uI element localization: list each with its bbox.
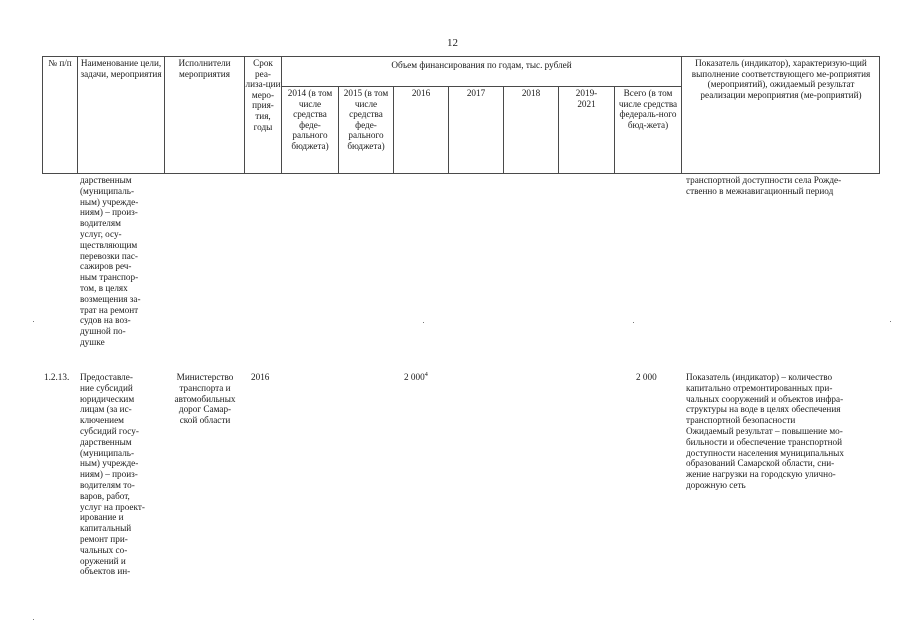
footnote-mark: 4 [424, 370, 428, 378]
text-line: доступности населения муниципальных [686, 447, 844, 458]
text-line: сажиров реч- [80, 261, 132, 272]
text-line: ществляющим [80, 239, 138, 250]
text-line: ниям) – произ- [80, 469, 138, 480]
text-line: жение нагрузки на городскую улично- [686, 469, 836, 480]
text-line: Ожидаемый результат – повышение мо- [686, 425, 843, 436]
divider [393, 86, 394, 174]
text-line: варов, работ, [80, 490, 130, 501]
text-line: юридическим [80, 393, 135, 404]
header-year-2015: 2015 (в том числе средства феде-рального бюджета) [343, 88, 389, 151]
text-line: душной по- [80, 326, 126, 337]
text-line: возмещения за- [80, 293, 141, 304]
text-line: Показатель (индикатор) – количество [686, 372, 833, 382]
text-line: Предоставле- [80, 372, 133, 382]
header-term: Срок реа-лиза-ции меро-прия-тия, годы [245, 58, 281, 132]
text-line: водителям [80, 218, 121, 229]
header-name: Наименование цели, задачи, мероприятия [80, 58, 162, 79]
text-line: Министерство [176, 372, 234, 382]
text-line: образований Самарской области, сни- [686, 458, 835, 469]
scan-speck [890, 321, 891, 322]
text-line: ным) учрежде- [80, 458, 139, 469]
text-line: транспорта и [179, 382, 231, 393]
text-line: транспортной доступности села Рожде- [686, 175, 842, 185]
row-name [80, 372, 156, 577]
text-line: (муниципаль- [80, 447, 135, 458]
text-line: том, в целях [80, 282, 128, 293]
header-executor: Исполнители мероприятия [178, 58, 231, 79]
text-line: судов на воз- [80, 315, 131, 326]
text-line: услуг на проект- [80, 501, 145, 512]
header-funding: Объем финансирования по годам, тыс. рублей [391, 60, 572, 70]
scan-speck [33, 321, 34, 322]
divider [448, 86, 449, 174]
text-line: услуг, осу- [80, 228, 122, 239]
scan-speck [633, 322, 634, 323]
continuation-name [80, 175, 156, 348]
text-line: объектов ин- [80, 566, 131, 577]
header-year-2017: 2017 [466, 88, 486, 98]
text-line: ирование и [80, 512, 124, 523]
text-line: ние субсидий [80, 382, 133, 393]
text-line: трат на ремонт [80, 304, 139, 315]
continuation-indicator [686, 175, 876, 197]
divider [281, 86, 681, 87]
amount-value: 2 000 [404, 372, 425, 382]
header-year-2016: 2016 [411, 88, 431, 98]
text-line: чальных сооружений и объектов инфра- [686, 393, 844, 404]
text-line: структуры на воде в целях обеспечения [686, 404, 841, 415]
row-term: 2016 [251, 372, 270, 382]
row-amount-2016 [404, 372, 428, 382]
text-line: дарственным [80, 175, 132, 185]
scan-speck [33, 619, 34, 620]
text-line: капитальный [80, 523, 132, 534]
text-line: оружений и [80, 555, 126, 566]
header-number: № п/п [48, 58, 72, 68]
text-line: субсидий госу- [80, 425, 139, 436]
row-indicator [686, 372, 876, 491]
text-line: душке [80, 336, 105, 347]
text-line: (муниципаль- [80, 185, 135, 196]
text-line: дорог Самар- [178, 404, 232, 415]
text-line: ственно в межнавигационный период [686, 185, 834, 196]
header-indicator: Показатель (индикатор), характеризую-щий выполнение соответствующего ме-роприятия (мероприятий), ожидаемый результат реализации мероприятия (ме-роприятий) [691, 58, 871, 100]
header-year-2019-2021: 2019-2021 [575, 88, 598, 109]
text-line: ремонт при- [80, 533, 128, 544]
text-line: транспортной безопасности [686, 415, 796, 426]
header-total: Всего (в том числе средства федераль-ного бюд-жета) [618, 88, 678, 130]
page-number: 12 [447, 37, 458, 49]
row-executor [166, 372, 244, 426]
text-line: перевозки пас- [80, 250, 138, 261]
text-line: ниям) – произ- [80, 207, 138, 218]
text-line: капитально отремонтированных при- [686, 382, 833, 393]
text-line: лицам (за ис- [80, 404, 132, 415]
text-line: дарственным [80, 436, 132, 447]
scan-speck [423, 322, 424, 323]
text-line: ным) учрежде- [80, 196, 139, 207]
text-line: дорожную сеть [686, 479, 746, 490]
text-line: чальных со- [80, 544, 128, 555]
header-year-2014: 2014 (в том числе средства феде-рального бюджета) [287, 88, 333, 151]
text-line: ным транспор- [80, 272, 139, 283]
text-line: автомобильных [174, 393, 236, 404]
header-year-2018: 2018 [521, 88, 541, 98]
text-line: бильности и обеспечение транспортной [686, 436, 843, 447]
row-total: 2 000 [636, 372, 657, 382]
divider [503, 86, 504, 174]
row-number: 1.2.13. [44, 372, 70, 382]
text-line: ской области [179, 415, 231, 426]
text-line: водителям то- [80, 479, 135, 490]
text-line: ключением [80, 415, 124, 426]
